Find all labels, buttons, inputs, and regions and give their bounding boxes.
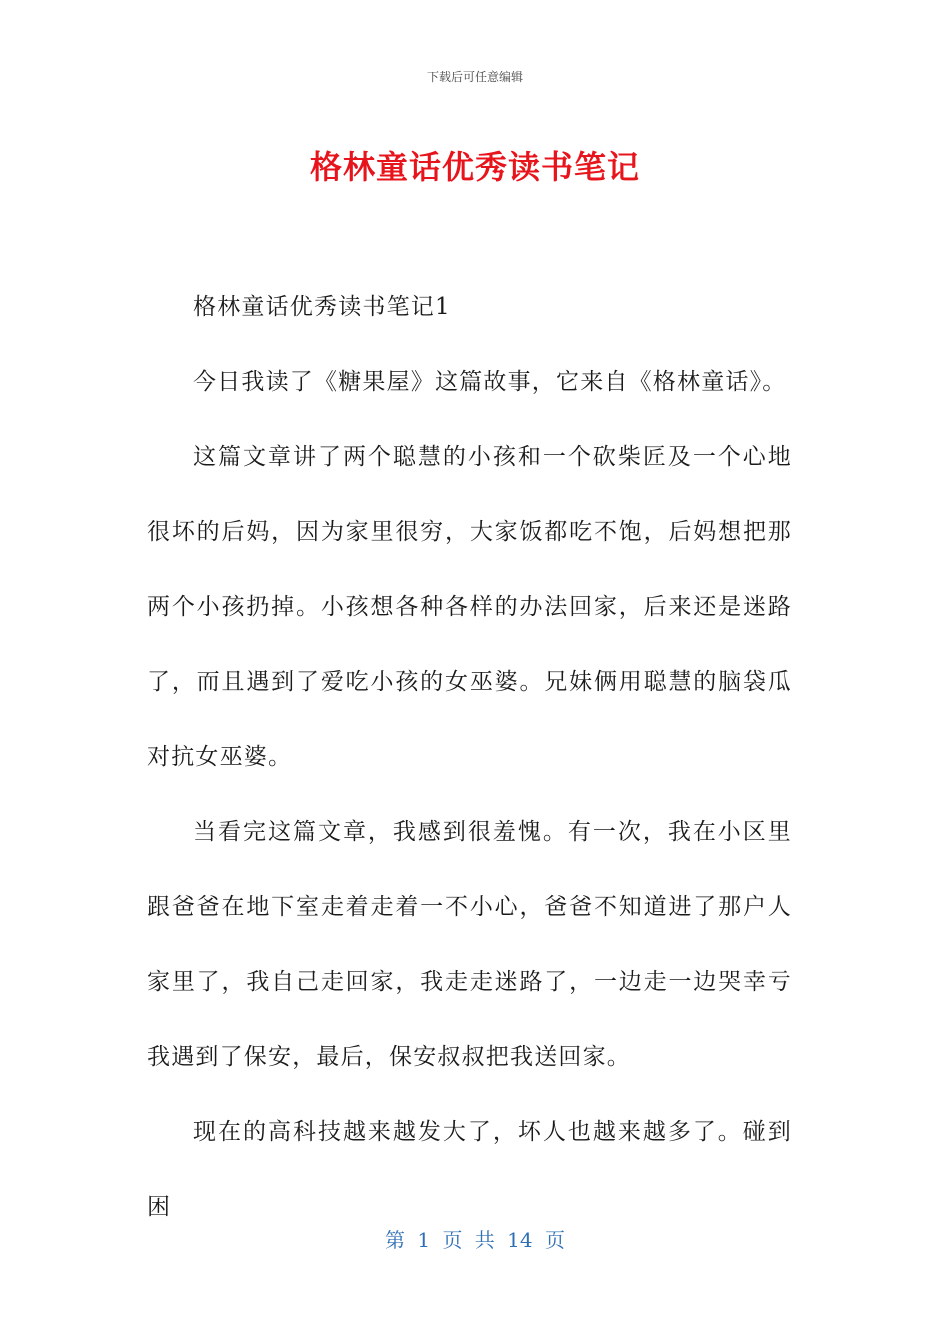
paragraph-heading: 格林童话优秀读书笔记1 [193, 294, 451, 320]
paragraph: 这篇文章讲了两个聪慧的小孩和一个砍柴匠及一个心地很坏的后妈，因为家里很穷，大家饭都吃不饱，后妈想把那两个小孩扔掉。小孩想各种各样的办法回家，后来还是迷路了，而且遇到了爱吃小孩的女巫婆。兄妹俩用聪慧的脑袋瓜对抗女巫婆。 [147, 444, 792, 770]
header-note: 下载后可任意编辑 [426, 70, 523, 84]
paragraph: 现在的高科技越来越发大了，坏人也越来越多了。碰到困 [147, 1119, 792, 1220]
paragraph: 今日我读了《糖果屋》这篇故事，它来自《格林童话》。 [193, 369, 787, 395]
document-title: 格林童话优秀读书笔记 [309, 148, 640, 186]
document-body [147, 270, 792, 1245]
page-footer: 第 1 页 共 14 页 [385, 1228, 565, 1252]
paragraph: 当看完这篇文章，我感到很羞愧。有一次，我在小区里跟爸爸在地下室走着走着一不小心，爸爸不知道进了那户人家里了，我自己走回家，我走走迷路了，一边走一边哭幸亏我遇到了保安，最后，保安叔叔把我送回家。 [147, 819, 792, 1070]
